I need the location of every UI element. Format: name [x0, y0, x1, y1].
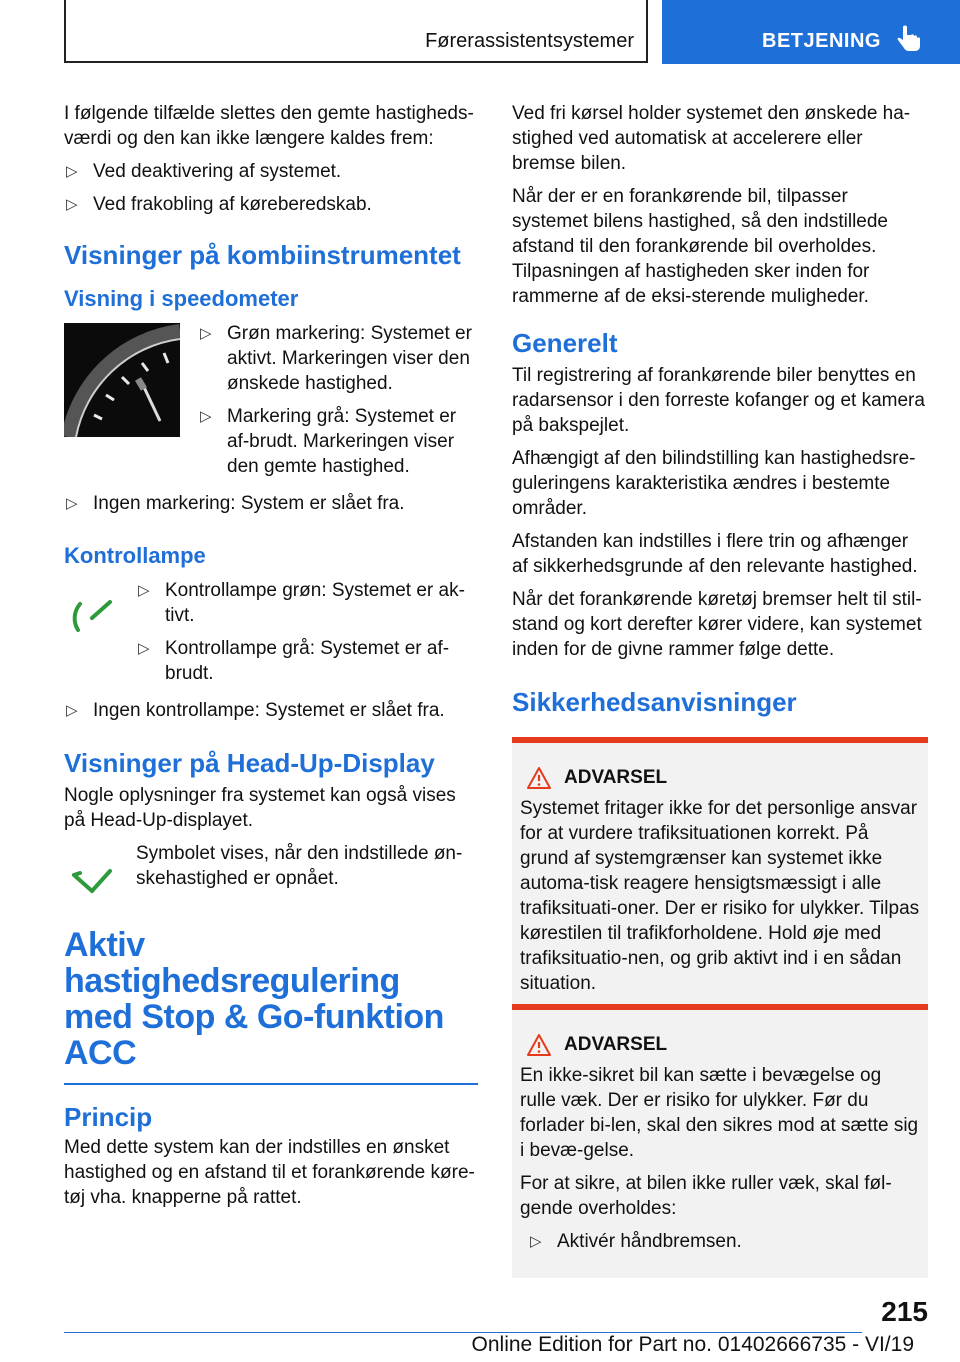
heading-kontrollampe: Kontrollampe	[64, 543, 206, 568]
chapter-heading: Aktiv hastighedsregulering med Stop & Go-funktion ACC	[64, 926, 444, 1072]
warning-text: Systemet fritager ikke for det personlige ansvar for at vurdere trafiksituationen korrekt. På grund af systemgrænser kan systemet ikke automa-tisk reagere hensigtsmæssigt i alle trafiksituati-oner. Der er risiko for ulykker. Tilpas kørestilen til trafikforholdene. Hold øje med trafiksituatio-nen, og grib aktivt ind i en sådan situation.	[520, 798, 920, 994]
heading-kombi: Visninger på kombiinstrumentet	[64, 240, 461, 270]
warning-title: ADVARSEL	[520, 1032, 922, 1057]
kontrollampe-after-list	[64, 698, 478, 723]
page-number: 215	[881, 1296, 928, 1327]
speed-gauge-icon	[70, 588, 118, 636]
triangle-bullet-icon: ▷	[66, 702, 78, 719]
kontrollampe-list	[136, 578, 478, 686]
paragraph: Når der er en forankørende bil, tilpasser systemet bilens hastighed, så den indstillede afstand til den forankørende bil overholdes. Tilpasningen af hastigheden sker inden for rammerne af de eksi-sterende muligheder.	[512, 186, 889, 307]
list-item: ▷ Ved deaktivering af systemet.	[66, 161, 342, 182]
warning-box	[512, 737, 928, 1022]
paragraph: Afhængigt af den bilindstilling kan hastighedsre-guleringens karakteristika ændres i bestemte områder.	[512, 448, 916, 519]
hud-symbol-text: Symbolet vises, når den indstillede øn-skehastighed er opnået.	[136, 843, 463, 889]
list-item: ▷ Ved frakobling af køreberedskab.	[66, 194, 372, 215]
speedometer-image	[64, 323, 180, 437]
triangle-bullet-icon: ▷	[530, 1233, 542, 1250]
paragraph: Når det forankørende køretøj bremser helt til stil-stand og kort derefter kører videre, kan systemet inden for de givne rammer følge dette.	[512, 589, 922, 660]
hud-text: Nogle oplysninger fra systemet kan også vises på Head-Up-displayet.	[64, 785, 456, 831]
list-item: ▷ Ingen markering: System er slået fra.	[66, 493, 405, 514]
triangle-bullet-icon: ▷	[66, 495, 78, 512]
chapter-title: BETJENING	[762, 30, 881, 52]
triangle-bullet-icon: ▷	[200, 325, 212, 342]
warning-box	[512, 1004, 928, 1278]
heading-hud: Visninger på Head-Up-Display	[64, 748, 435, 778]
princip-text: Med dette system kan der indstilles en ønsket hastighed og en afstand til et forankørende køre-tøj vha. knapperne på rattet.	[64, 1137, 475, 1208]
left-column	[64, 101, 478, 1218]
intro-text: I følgende tilfælde slettes den gemte hastigheds-værdi og den kan ikke længere kaldes frem:	[64, 103, 474, 149]
triangle-bullet-icon: ▷	[138, 640, 150, 657]
kontrollampe-figure-row	[64, 578, 478, 694]
list-item: ▷ Aktivér håndbremsen.	[530, 1231, 742, 1252]
list-item: ▷ Ingen kontrollampe: Systemet er slået fra.	[66, 700, 445, 721]
heading-speedometer: Visning i speedometer	[64, 286, 299, 311]
heading-generelt: Generelt	[512, 328, 618, 358]
paragraph: Til registrering af forankørende biler benyttes en radarsensor i den forreste kofanger og et kamera på bakspejlet.	[512, 365, 925, 436]
warning-list	[528, 1229, 922, 1254]
header-section-box	[64, 0, 648, 63]
triangle-bullet-icon: ▷	[138, 582, 150, 599]
intro-list	[64, 159, 478, 217]
paragraph: Afstanden kan indstilles i flere trin og afhænger af sikkerhedsgrunde af den relevante hastighed.	[512, 531, 918, 577]
warning-triangle-icon	[526, 766, 552, 790]
section-title: Førerassistentsystemer	[425, 30, 634, 52]
triangle-bullet-icon: ▷	[200, 408, 212, 425]
footer-edition: Online Edition for Part no. 01402666735 - VI/19	[471, 1333, 914, 1356]
speedometer-figure-row	[64, 321, 478, 487]
hand-pointer-icon	[894, 24, 924, 54]
warning-title: ADVARSEL	[520, 765, 922, 790]
triangle-bullet-icon: ▷	[66, 163, 78, 180]
warning-text: For at sikre, at bilen ikke ruller væk, skal føl-gende overholdes:	[520, 1173, 892, 1219]
speedometer-after-list	[64, 491, 478, 516]
list-item: ▷ Markering grå: Systemet er af-brudt. Markeringen viser den gemte hastighed.	[200, 406, 457, 477]
heading-rule	[64, 1083, 478, 1085]
header-chapter-box	[662, 0, 960, 64]
hud-figure-row	[64, 841, 478, 899]
paragraph: Ved fri kørsel holder systemet den ønskede ha-stighed ved automatisk at accelerere eller bremse bilen.	[512, 103, 911, 174]
warning-triangle-icon	[526, 1033, 552, 1057]
heading-princip: Princip	[64, 1102, 153, 1132]
right-column	[512, 101, 928, 726]
triangle-bullet-icon: ▷	[66, 196, 78, 213]
speedometer-list	[198, 321, 478, 479]
hud-speed-icon	[70, 851, 118, 899]
heading-sikkerhed: Sikkerhedsanvisninger	[512, 687, 797, 717]
warning-text: En ikke-sikret bil kan sætte i bevægelse og rulle væk. Der er risiko for ulykker. Før du forlader bi-len, skal den sikres mod at sætte sig i bevæ-gelse.	[520, 1065, 919, 1161]
list-item: ▷ Grøn markering: Systemet er aktivt. Markeringen viser den ønskede hastighed.	[200, 323, 472, 394]
list-item: ▷ Kontrollampe grøn: Systemet er ak-tivt.	[138, 580, 465, 626]
list-item: ▷ Kontrollampe grå: Systemet er af-brudt.	[138, 638, 450, 684]
